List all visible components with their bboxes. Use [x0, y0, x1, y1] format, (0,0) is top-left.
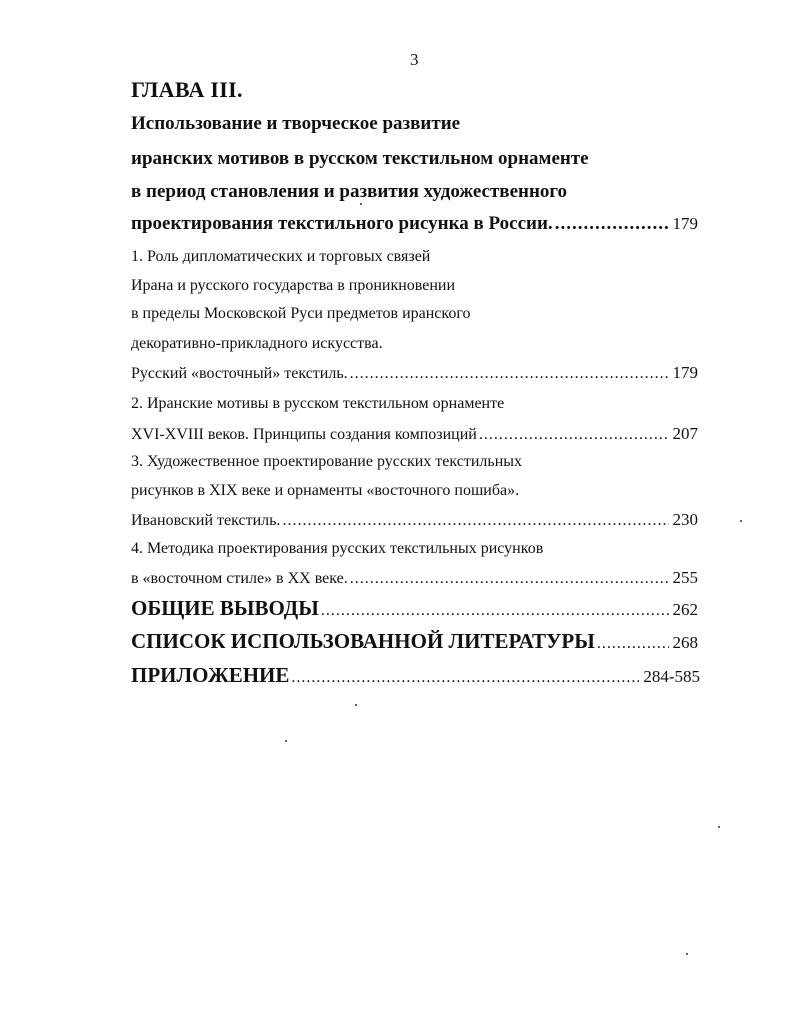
section-3-line: 3. Художественное проектирование русских текстильных	[131, 453, 522, 470]
toc-page-number: 179	[672, 214, 698, 233]
toc-label: в «восточном стиле» в XX веке.	[131, 570, 348, 587]
dot-leader	[282, 512, 668, 530]
dot-leader	[291, 669, 639, 687]
chapter-title: ГЛАВА III.	[131, 77, 243, 102]
dot-leader	[350, 570, 669, 588]
section-2-line: 2. Иранские мотивы в русском текстильном орнаменте	[131, 395, 505, 412]
toc-label: проектирования текстильного рисунка в России.	[131, 213, 553, 234]
toc-page-number: 179	[672, 363, 698, 382]
toc-row-section-1[interactable]	[131, 363, 698, 383]
toc-row-conclusions[interactable]	[131, 596, 698, 621]
page-number: 3	[410, 50, 419, 69]
section-1-line: в пределы Московской Руси предметов иранского	[131, 305, 471, 322]
toc-page-number: 255	[672, 568, 698, 587]
toc-row-appendix[interactable]	[131, 663, 700, 688]
toc-row-chapter[interactable]	[131, 213, 698, 235]
section-3-line: рисунков в XIX веке и орнаменты «восточного пошиба».	[131, 482, 520, 499]
dot-leader	[597, 635, 669, 653]
toc-page-number: 262	[672, 600, 698, 619]
dot-leader	[555, 213, 669, 235]
toc-page-number: 230	[672, 510, 698, 529]
scan-speck	[740, 520, 742, 522]
chapter-heading-line: Использование и творческое развитие	[131, 113, 461, 134]
scan-speck	[360, 203, 362, 205]
section-1-line: Ирана и русского государства в проникновении	[131, 277, 456, 294]
chapter-heading-line: иранских мотивов в русском текстильном орнаменте	[131, 148, 589, 169]
scan-speck	[355, 704, 357, 706]
scan-speck	[285, 740, 287, 742]
section-1-line: 1. Роль дипломатических и торговых связей	[131, 248, 431, 265]
toc-page-number: 207	[672, 424, 698, 443]
dot-leader	[321, 602, 669, 620]
toc-row-bibliography[interactable]	[131, 629, 698, 654]
toc-row-section-3[interactable]	[131, 510, 698, 530]
toc-label: СПИСОК ИСПОЛЬЗОВАННОЙ ЛИТЕРАТУРЫ	[131, 629, 595, 653]
chapter-heading-line: в период становления и развития художественного	[131, 181, 568, 202]
section-4-line: 4. Методика проектирования русских текстильных рисунков	[131, 540, 544, 557]
scan-speck	[686, 953, 688, 955]
section-1-line: декоративно-прикладного искусства.	[131, 335, 383, 352]
dot-leader	[350, 365, 669, 383]
toc-label: XVI-XVIII веков. Принципы создания композиций	[131, 426, 477, 443]
toc-label: ПРИЛОЖЕНИЕ	[131, 663, 290, 687]
toc-label: ОБЩИЕ ВЫВОДЫ	[131, 596, 319, 620]
toc-label: Русский «восточный» текстиль.	[131, 365, 348, 382]
toc-page-number: 268	[672, 633, 698, 652]
toc-row-section-4[interactable]	[131, 568, 698, 588]
dot-leader	[479, 426, 669, 444]
toc-label: Ивановский текстиль.	[131, 512, 281, 529]
toc-row-section-2[interactable]	[131, 424, 698, 444]
toc-page-number: 284-585	[643, 667, 700, 686]
scan-speck	[718, 826, 720, 828]
